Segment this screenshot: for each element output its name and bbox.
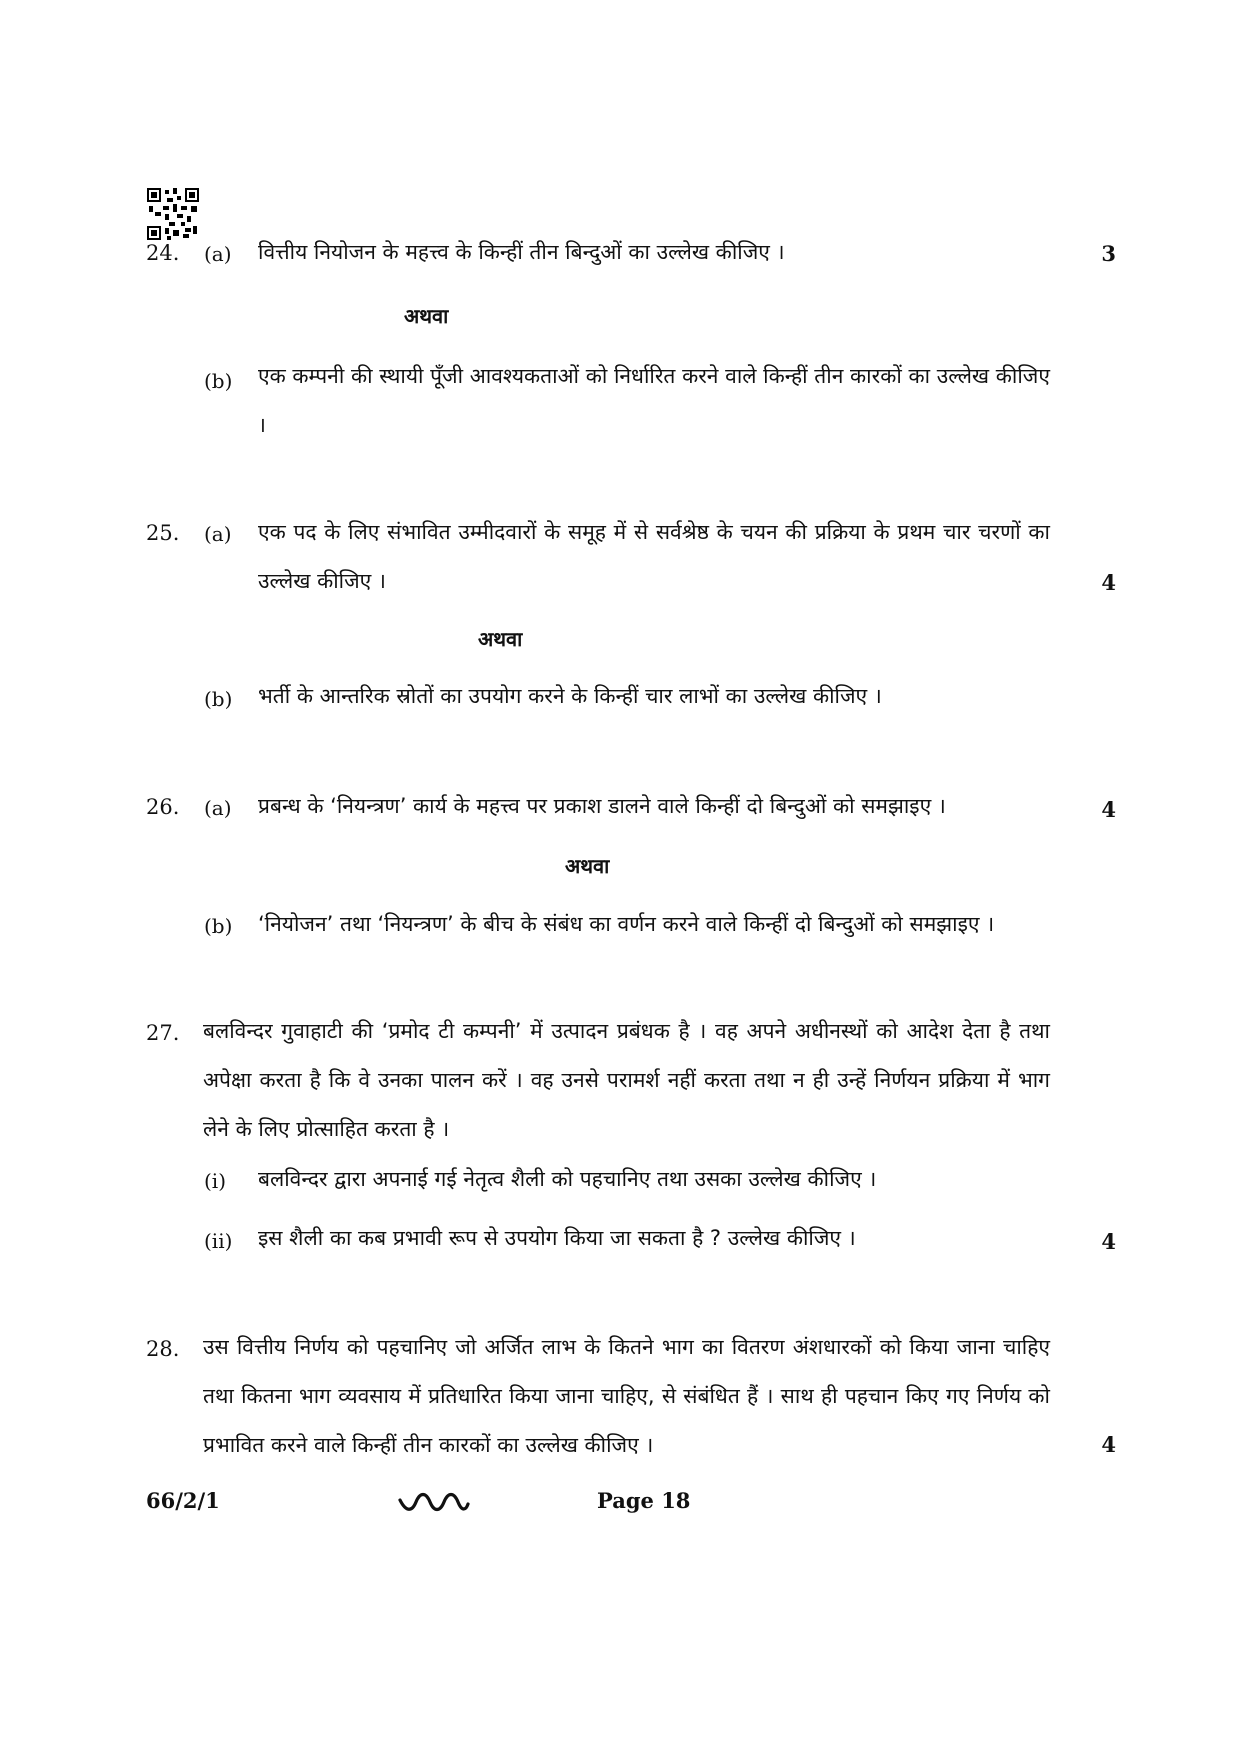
question-25b-label: (b) <box>204 687 233 711</box>
question-28-text: उस वित्तीय निर्णय को पहचानिए जो अर्जित लाभ के कितने भाग का वितरण अंशधारकों को किया जाना चाहिए तथा कितना भाग व्यवसाय में प्रतिधारित किया जाना चाहिए, से संबंधित हैं । साथ ही पहचान किए गए निर्णय को प्रभावित करने वाले किन्हीं तीन कारकों का उल्लेख कीजिए । <box>203 1335 1050 1457</box>
page-number: Page 18 <box>597 1488 691 1513</box>
question-26-or: अथवा <box>565 854 610 878</box>
question-25-or: अथवा <box>478 627 523 651</box>
question-24-marks: 3 <box>1101 241 1116 266</box>
question-27-marks: 4 <box>1101 1229 1116 1254</box>
question-27i-label: (i) <box>204 1169 227 1193</box>
question-26a-label: (a) <box>204 796 232 820</box>
question-25a-text: एक पद के लिए संभावित उम्मीदवारों के समूह में से सर्वश्रेष्ठ के चयन की प्रक्रिया के प्रथम चार चरणों का उल्लेख कीजिए । <box>258 520 1050 593</box>
question-26b-label: (b) <box>204 914 233 938</box>
question-25a-label: (a) <box>204 522 232 546</box>
question-27i-text: बलविन्दर द्वारा अपनाई गई नेतृत्व शैली को पहचानिए तथा उसका उल्लेख कीजिए । <box>258 1167 877 1191</box>
question-24-or: अथवा <box>404 304 449 328</box>
question-27-text: बलविन्दर गुवाहाटी की ‘प्रमोद टी कम्पनी’ में उत्पादन प्रबंधक है । वह अपने अधीनस्थों को आदेश देता है तथा अपेक्षा करता है कि वे उनका पालन करें । वह उनसे परामर्श नहीं करता तथा न ही उन्हें निर्णयन प्रक्रिया में भाग लेने के लिए प्रोत्साहित करता है । <box>203 1019 1050 1141</box>
qr-code-icon <box>147 188 199 240</box>
question-24a-text: वित्तीय नियोजन के महत्त्व के किन्हीं तीन बिन्दुओं का उल्लेख कीजिए । <box>258 240 785 264</box>
question-24-number: 24. <box>146 241 180 265</box>
question-26a-text: प्रबन्ध के ‘नियन्त्रण’ कार्य के महत्त्व पर प्रकाश डालने वाले किन्हीं दो बिन्दुओं को समझाइए । <box>258 794 946 818</box>
question-28-marks: 4 <box>1101 1432 1116 1457</box>
question-24b-text: एक कम्पनी की स्थायी पूँजी आवश्यकताओं को निर्धारित करने वाले किन्हीं तीन कारकों का उल्लेख कीजिए । <box>258 364 1050 437</box>
question-28-number: 28. <box>146 1337 180 1361</box>
question-27-number: 27. <box>146 1021 180 1045</box>
question-27ii-label: (ii) <box>204 1229 233 1253</box>
question-25b-text: भर्ती के आन्तरिक स्रोतों का उपयोग करने के किन्हीं चार लाभों का उल्लेख कीजिए । <box>258 684 882 708</box>
question-26-marks: 4 <box>1101 797 1116 822</box>
question-26b-text: ‘नियोजन’ तथा ‘नियन्त्रण’ के बीच के संबंध का वर्णन करने वाले किन्हीं दो बिन्दुओं को समझाइए । <box>258 912 995 936</box>
question-25-marks: 4 <box>1101 570 1116 595</box>
question-25-number: 25. <box>146 521 180 545</box>
question-24b-label: (b) <box>204 369 233 393</box>
wave-ornament-icon <box>398 1492 470 1514</box>
question-26-number: 26. <box>146 795 180 819</box>
question-27ii-text: इस शैली का कब प्रभावी रूप से उपयोग किया जा सकता है ? उल्लेख कीजिए । <box>258 1226 856 1250</box>
paper-code: 66/2/1 <box>146 1488 220 1513</box>
question-24a-label: (a) <box>204 242 232 266</box>
